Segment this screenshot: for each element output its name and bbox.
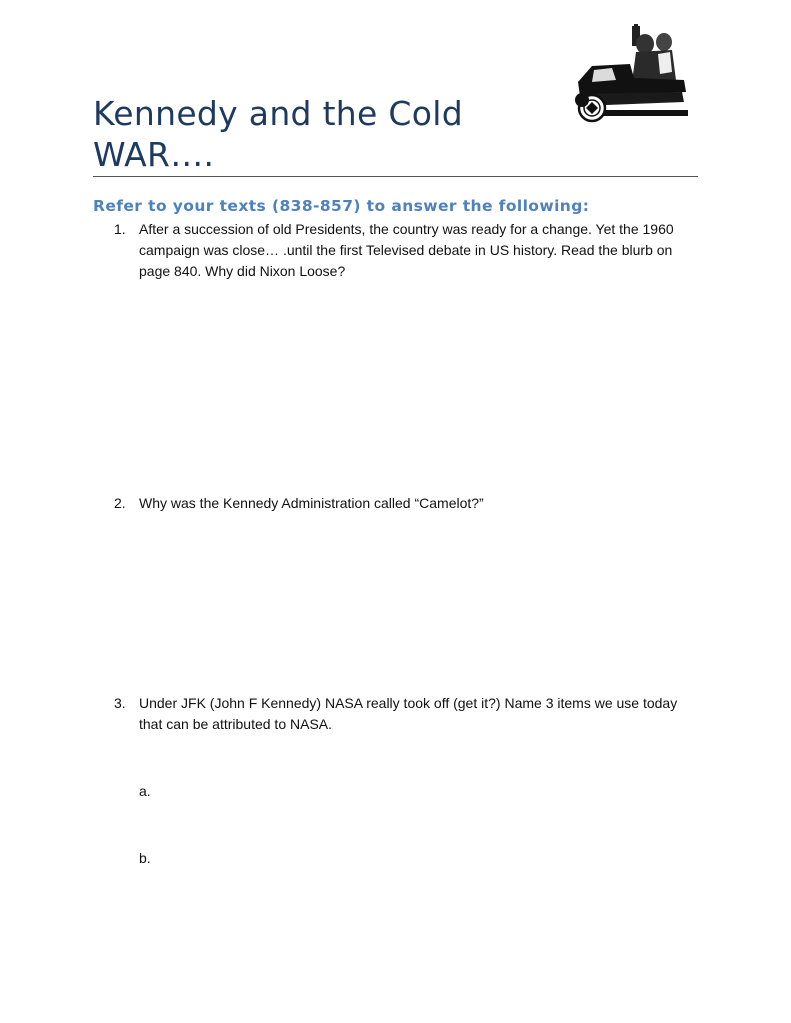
answer-item-b: b. — [139, 850, 151, 866]
page-title: Kennedy and the Cold WAR…. — [93, 94, 463, 174]
instructions-heading: Refer to your texts (838-857) to answer the following: — [93, 197, 590, 215]
motorcade-car-icon — [572, 22, 690, 130]
answer-item-a: a. — [139, 783, 151, 799]
question-2-text: Why was the Kennedy Administration called “Camelot?” — [139, 495, 484, 511]
title-divider — [93, 176, 698, 177]
question-1-text: After a succession of old Presidents, the country was ready for a change. Yet the 1960 campaign was close… .until the first Televised debate in US history. Read the blurb on page 840. Why did Nixon Loose? — [139, 221, 674, 279]
question-2-number: 2. — [114, 495, 126, 511]
question-1-number: 1. — [114, 221, 126, 237]
question-3-text: Under JFK (John F Kennedy) NASA really took off (get it?) Name 3 items we use today that can be attributed to NASA. — [139, 695, 678, 732]
question-3-number: 3. — [114, 695, 126, 711]
